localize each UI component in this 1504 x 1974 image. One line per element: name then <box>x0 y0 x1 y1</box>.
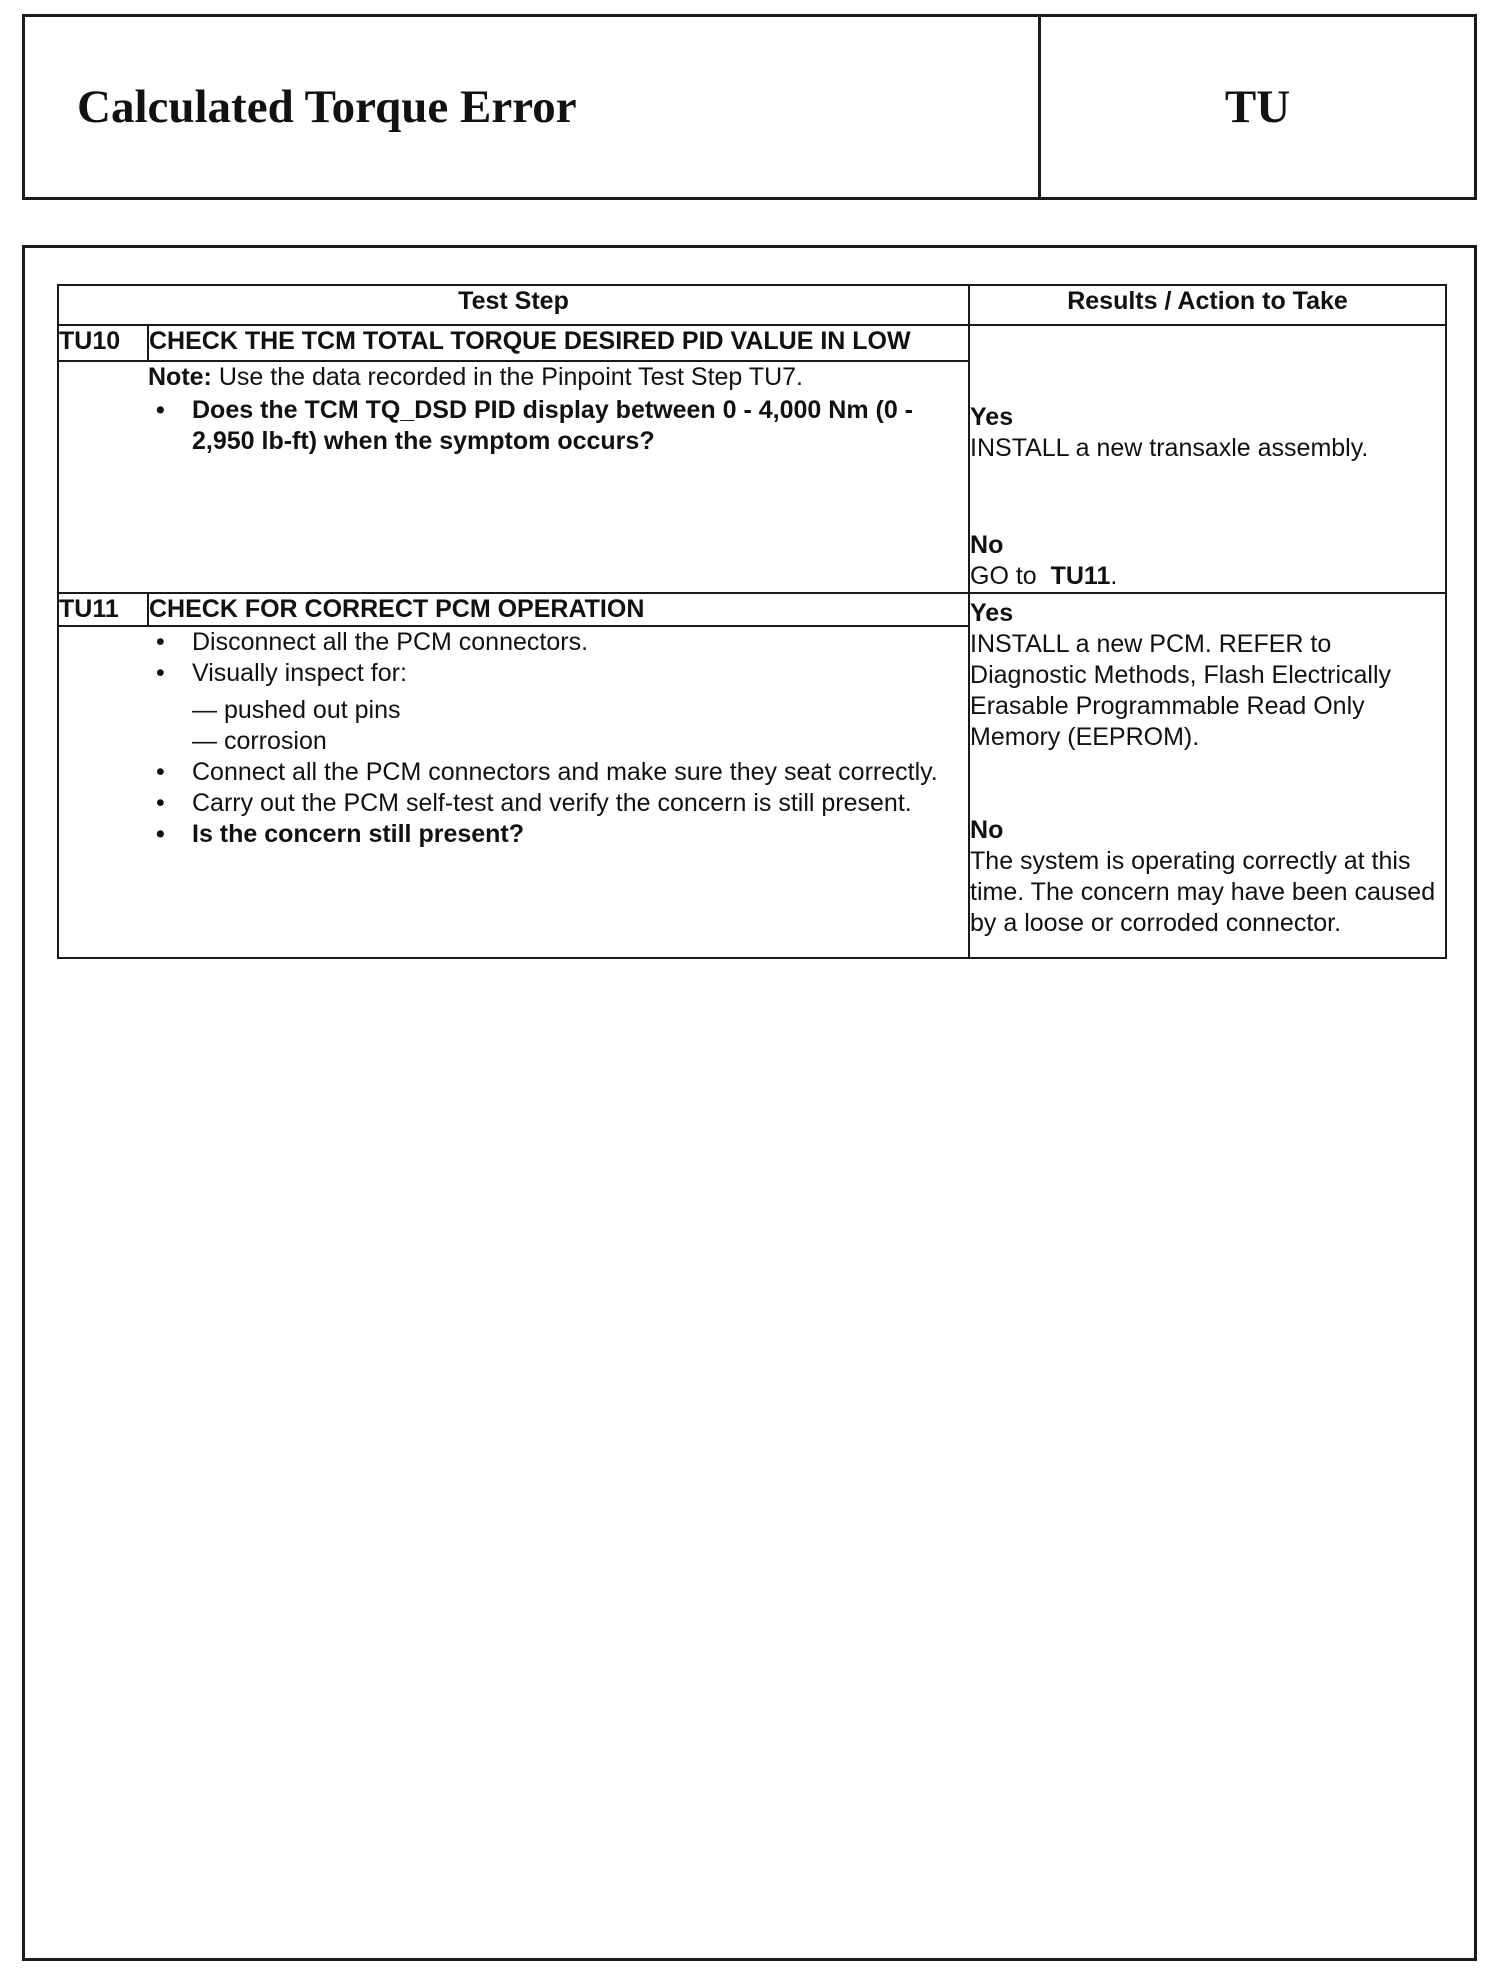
step-bullets <box>148 627 968 689</box>
table-header-row <box>58 285 1446 325</box>
step-result-cell <box>969 325 1446 593</box>
result-no-text: The system is operating correctly at this time. The concern may have been caused by a loose or corroded connector. <box>970 847 1436 937</box>
sub-item: — pushed out pins <box>148 695 968 726</box>
step-title: CHECK FOR CORRECT PCM OPERATION <box>148 593 969 626</box>
result-no-label: No <box>970 531 1004 559</box>
result-yes-text: INSTALL a new transaxle assembly. <box>970 434 1369 462</box>
column-header-test-step: Test Step <box>58 285 969 325</box>
step-body <box>148 626 969 958</box>
step-id: TU11 <box>58 593 148 626</box>
result-no-label: No <box>970 816 1004 844</box>
step-title-row <box>58 325 1446 361</box>
step-bullet: • Connect all the PCM connectors and make sure they seat correctly. <box>148 757 968 788</box>
page-code: TU <box>1224 81 1291 133</box>
step-bullets <box>148 757 968 850</box>
step-id: TU10 <box>58 325 148 361</box>
column-header-results: Results / Action to Take <box>969 285 1446 325</box>
result-no-text <box>970 561 1445 592</box>
step-bullet: • Visually inspect for: <box>148 658 968 689</box>
step-title-row <box>58 593 1446 626</box>
step-result-cell <box>969 593 1446 958</box>
step-question: • Does the TCM TQ_DSD PID display between 0 - 4,000 Nm (0 - 2,950 lb-ft) when the symptom occurs? <box>148 395 968 457</box>
result-yes-text: INSTALL a new PCM. REFER to Diagnostic Methods, Flash Electrically Erasable Programmable Read Only Memory (EEPROM). <box>970 630 1392 751</box>
result-yes-label: Yes <box>970 403 1014 431</box>
result-no-suffix: . <box>1110 562 1118 590</box>
page-title: Calculated Torque Error <box>25 17 1041 197</box>
step-question: • Is the concern still present? <box>148 819 968 850</box>
result-no-target: TU11 <box>1050 562 1111 590</box>
header-box <box>22 14 1477 200</box>
step-sub-list <box>148 695 968 757</box>
result-no-prefix: GO to <box>970 562 1037 590</box>
step-note <box>148 362 968 393</box>
result-yes-label: Yes <box>970 599 1014 627</box>
pinpoint-test-table <box>57 284 1447 959</box>
step-bullets <box>148 395 968 457</box>
note-label: Note: <box>148 363 212 391</box>
note-text: Use the data recorded in the Pinpoint Test Step TU7. <box>218 363 803 391</box>
step-body <box>148 361 969 593</box>
step-bullet: • Carry out the PCM self-test and verify the concern is still present. <box>148 788 968 819</box>
sub-item: — corrosion <box>148 726 968 757</box>
main-content-box <box>22 245 1477 1961</box>
step-title: CHECK THE TCM TOTAL TORQUE DESIRED PID VALUE IN LOW <box>148 325 969 361</box>
step-bullet: • Disconnect all the PCM connectors. <box>148 627 968 658</box>
